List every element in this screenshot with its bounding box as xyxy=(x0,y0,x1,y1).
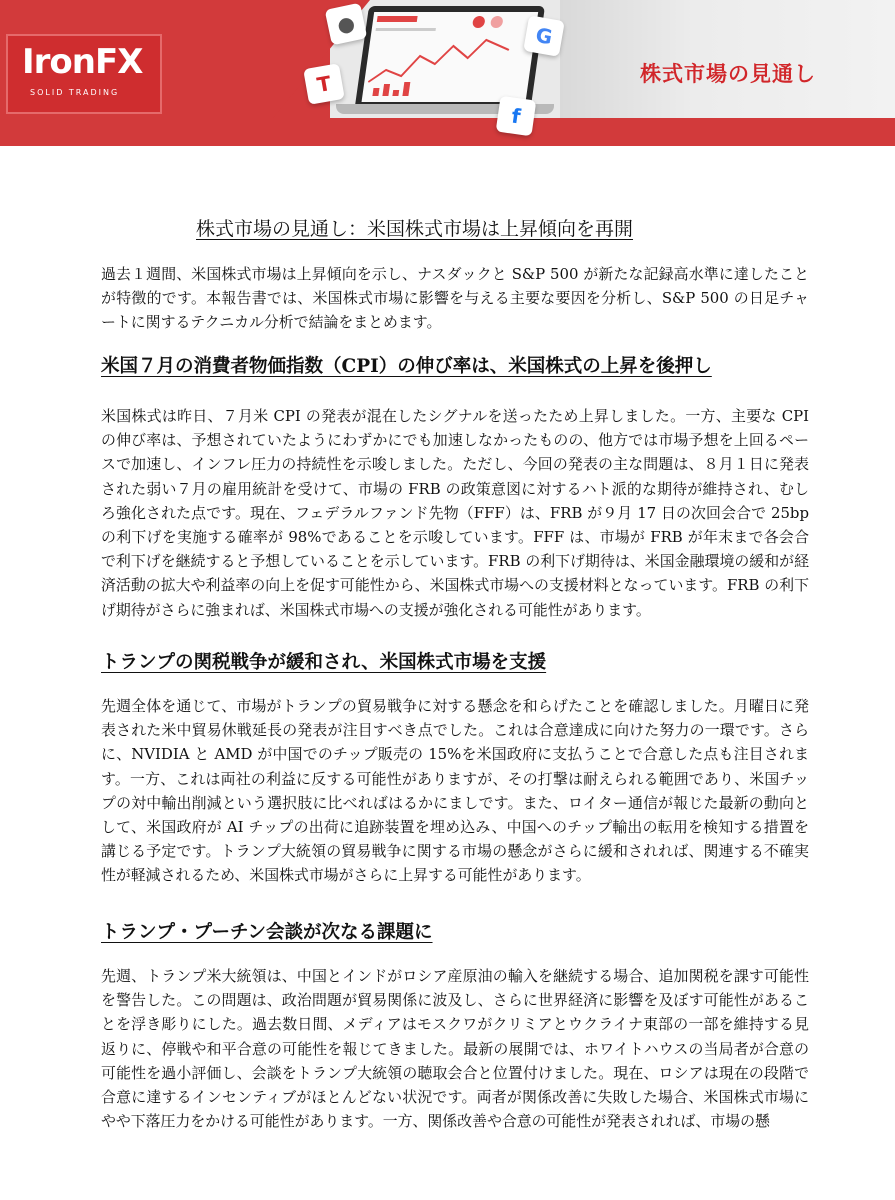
google-icon: G xyxy=(523,15,565,57)
banner-red-strip xyxy=(0,118,895,146)
section-body-tariff: 先週全体を通じて、市場がトランプの貿易戦争に対する懸念を和らげたことを確認しました。月曜日に発表された米中貿易休戦延長の発表が注目すべき点でした。これは合意達成に向けた努力の一環です。さらに、NVIDIA と AMD が中国でのチップ販売の 15%を米国政府に支払うことで合意した点も注目されます。一方、これは両社の利益に反する可能性がありますが、その打撃は耐えられる範囲であり、米国チップの対中輸出削減という選択肢に比べればはるかにましです。また、ロイター通信が報じた最新の動向として、米国政府が AI チップの出荷に追跡装置を埋め込み、中国へのチップ輸出の転用を検知する措置を講じる予定です。トランプ大統領の貿易戦争に関する市場の懸念がさらに緩和されれば、関連する不確実性が軽減されるため、米国株式市場がさらに上昇する可能性があります。 xyxy=(101,697,809,885)
section-heading-summit: トランプ・プーチン会談が次なる課題に xyxy=(101,922,433,943)
facebook-icon: f xyxy=(496,96,537,137)
apple-icon: ● xyxy=(325,3,368,46)
document-title: 株式市場の見通し：米国株式市場は上昇傾向を再開 xyxy=(196,218,634,240)
dashboard-illustration xyxy=(362,12,524,100)
laptop-icon xyxy=(355,6,545,106)
logo-text: IronFX xyxy=(22,42,143,82)
section-body-cpi: 米国株式は昨日、７月米 CPI の発表が混在したシグナルを送ったため上昇しました。一方、主要な CPI の伸び率は、予想されていたようにわずかにでも加速しなかったものの、他方では市場予想を上回るペースで加速し、インフレ圧力の持続性を示唆しました。ただし、今回の発表の主な問題は、８月１日に発表された弱い７月の雇用統計を受けて、市場の FRB の政策意図に対するハト派的な期待が維持され、むしろ強化された点です。現在、フェデラルファンド先物（FFF）は、FRB が９月 17 日の次回会合で 25bp の利下げを実施する確率が 98%であることを示唆しています。FFF は、市場が FRB が年末まで各会合で利下げを継続すると予想していることを示しています。FRB の利下げ期待は、米国金融環境の緩和が経済活動の拡大や利益率の向上を促す可能性から、米国株式市場への支援材料となっています。FRB の利下げ期待がさらに強まれば、米国株式市場への支援が強化される可能性があります。 xyxy=(101,407,809,619)
logo-tagline: SOLID TRADING xyxy=(30,88,120,97)
ironfx-logo xyxy=(6,34,162,114)
section-heading-cpi: 米国７月の消費者物価指数（CPI）の伸び率は、米国株式の上昇を後押し xyxy=(101,356,712,377)
banner-title: 株式市場の見通し xyxy=(640,62,816,86)
section-body-summit: 先週、トランプ米大統領は、中国とインドがロシア産原油の輸入を継続する場合、追加関税を課す可能性を警告した。この問題は、政治問題が貿易関係に波及し、さらに世界経済に影響を及ぼす可能性があることを浮き彫りにした。過去数日間、メディアはモスクワがクリミアとウクライナ東部の一部を維持する見返りに、停戦や和平合意の可能性を報じてきました。最新の展開では、ホワイトハウスの当局者が合意の可能性を過小評価し、会談をトランプ大統領の聴取会合と位置付けました。現在、ロシアは現在の段階で合意に達するインセンティブがほとんどない状況です。両者が関係改善に失敗した場合、米国株式市場にやや下落圧力をかける可能性があります。一方、関係改善や合意の可能性が発表されれば、市場の懸 xyxy=(101,967,809,1131)
section-heading-tariff: トランプの関税戦争が緩和され、米国株式市場を支援 xyxy=(101,652,547,673)
header-banner xyxy=(0,0,895,146)
tesla-icon: T xyxy=(303,63,345,105)
intro-paragraph: 過去１週間、米国株式市場は上昇傾向を示し、ナスダックと S&P 500 が新たな記録高水準に達したことが特徴的です。本報告書では、米国株式市場に影響を与える主要な要因を分析し、S&P 500 の日足チャートに関するテクニカル分析で結論をまとめます。 xyxy=(101,265,809,332)
